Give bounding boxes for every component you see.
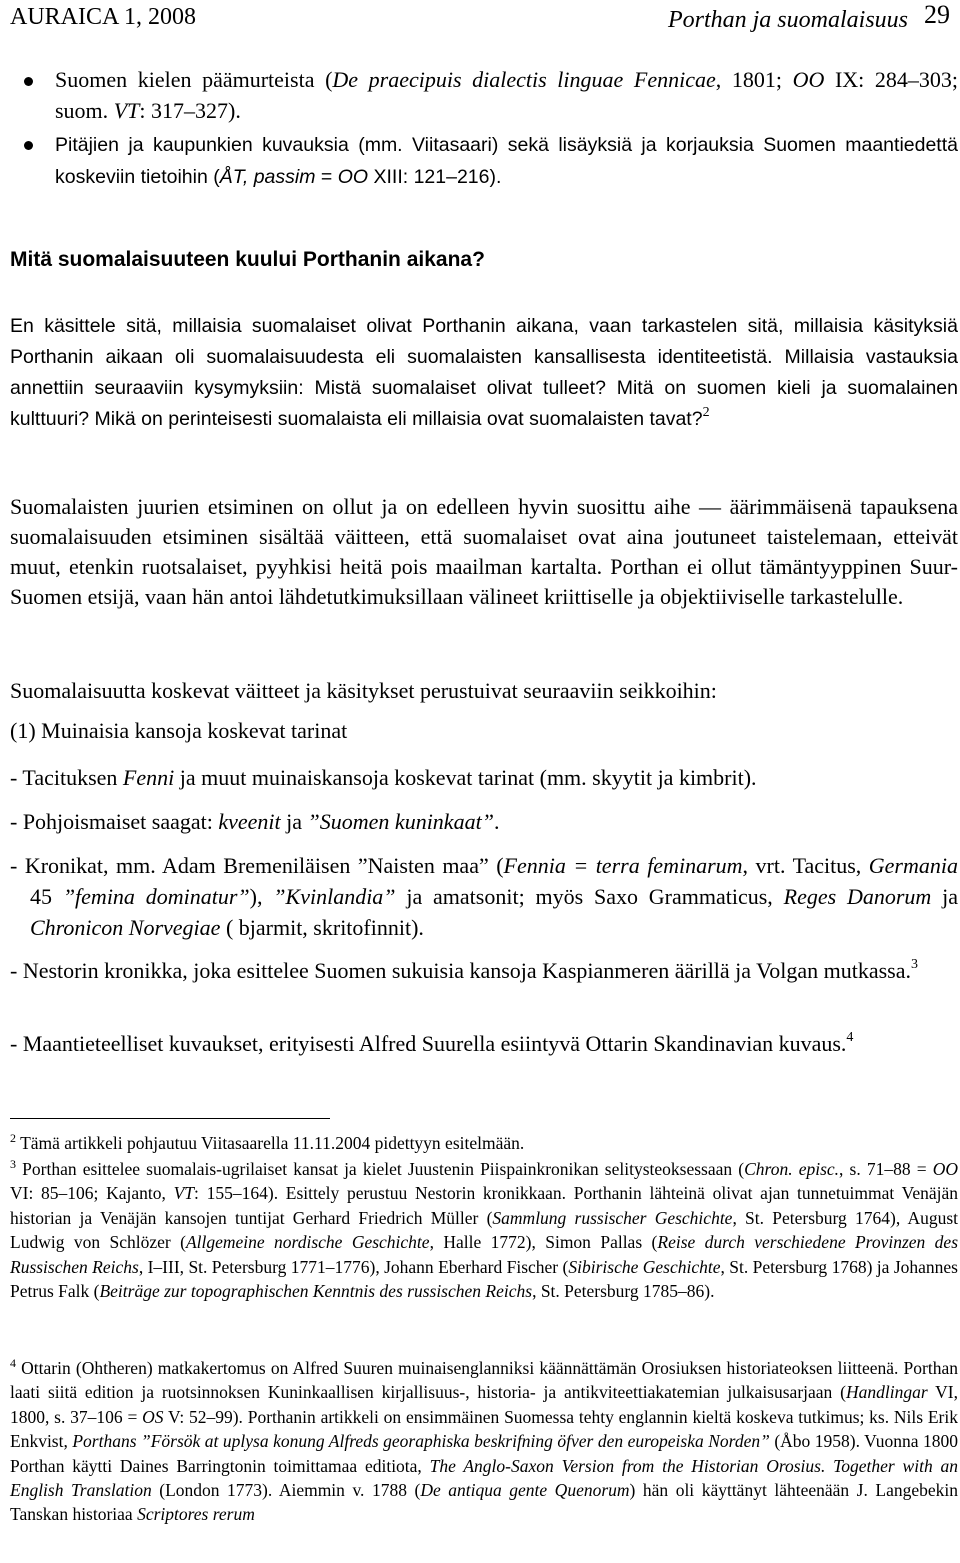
- section-heading: Mitä suomalaisuuteen kuului Porthanin aikana?: [10, 248, 485, 271]
- footnote-ref: 2: [702, 405, 710, 420]
- running-header: [10, 0, 950, 34]
- list-item-chronicles: - Kronikat, mm. Adam Bremeniläisen ”Naisten maa” (Fennia = terra feminarum, vrt. Tacitus, Germania 45 ”femina dominatur”), ”Kvinlandia” ja amatsonit; myös Saxo Grammaticus, Reges Danorum ja Chronicon Norvegiae ( bjarmit, skritofinnit).: [10, 853, 958, 940]
- list-item-tacitus: - Tacituksen Fenni ja muut muinaiskansoja koskevat tarinat (mm. skyytit ja kimbrit).: [10, 765, 757, 790]
- article-title: Porthan ja suomalaisuus: [667, 7, 908, 33]
- list-heading: (1) Muinaisia kansoja koskevat tarinat: [10, 718, 348, 743]
- page-number: 29: [924, 0, 950, 29]
- bullet-dot-icon: [24, 77, 33, 86]
- header-right: [667, 0, 950, 34]
- footnote-3: $^3$ Porthan esittelee suomalais-ugrilaiset kansat ja kielet Juustenin Piispainkronikan selitysteoksessaan (Chron. episc., s. 71–88 = OO VI: 85–106; Kajanto, VT: 155–164). Esittely perustuu Nestorin kronikkaan. Porthanin lähteinä olivat ajan tunnetuimmat Venäjän historian ja Venäjän kansojen tuntijat Gerhard Friedrich Müller (Sammlung russischer Geschichte, St. Petersburg 1764), August Ludwig von Schlözer (Allgemeine nordische Geschichte, Halle 1772), Simon Pallas (Reise durch verschiedene Provinzen des Russischen Reichs, I–III, St. Petersburg 1771–1776), Johann Eberhard Fischer (Sibirische Geschichte, St. Petersburg 1768) ja Johannes Petrus Falk (Beiträge zur topographischen Kenntnis des russischen Reichs, St. Petersburg 1785–86).: [10, 1157, 959, 1302]
- list-item-nestor: - Nestorin kronikka, joka esittelee Suomen sukuisia kansoja Kaspianmeren äärillä ja Volgan mutkassa.$^3$: [10, 957, 918, 983]
- list-intro: Suomalaisuutta koskevat väitteet ja käsitykset perustuivat seuraaviin seikkoihin:: [10, 678, 717, 703]
- list-item-geography: - Maantieteelliset kuvaukset, erityisesti Alfred Suurella esiintyvä Ottarin Skandinavian kuvaus.$^4$: [10, 1030, 854, 1056]
- footnote-ref: 4: [846, 1030, 854, 1045]
- paragraph-identity: [10, 310, 958, 434]
- bullet-item-dialects: Suomen kielen päämurteista (De praecipuis dialectis linguae Fennicae, 1801; OO IX: 284–303; suom. VT: 317–327).: [10, 64, 958, 126]
- bullet-dot-icon: [24, 141, 33, 150]
- paragraph-roots: Suomalaisten juurien etsiminen on ollut ja on edelleen hyvin suosittu aihe — äärimmäisenä tapauksena suomalaisuuden etsiminen sisältää väitteen, että suomalaiset ovat aina joutuneet taistelemaan, etteivät muut, etenkin ruotsalaiset, pyyhkisi heitä pois maailman kartalta. Porthan ei ollut tämäntyyppinen Suur-Suomen etsijä, vaan hän antoi lähdetutkimuksillaan välineet kriittiselle ja objektiiviselle tarkastelulle.: [10, 494, 958, 609]
- footnote-separator: [10, 1118, 330, 1119]
- bullet-item-parishes: Pitäjien ja kaupunkien kuvauksia (mm. Viitasaari) sekä lisäyksiä ja korjauksia Suomen maantiedettä koskeviin tietoihin (ÅT, passim = OO XIII: 121–216).: [10, 128, 958, 192]
- journal-name: AURAICA 1, 2008: [10, 4, 197, 30]
- footnote-2: $^2$ Tämä artikkeli pohjautuu Viitasaarella 11.11.2004 pidettyyn esitelmään.: [10, 1131, 525, 1153]
- list-item-sagas: - Pohjoismaiset saagat: kveenit ja ”Suomen kuninkaat”.: [10, 809, 500, 834]
- footnote-ref: 3: [910, 957, 918, 972]
- footnote-4: $^4$ Ottarin (Ohtheren) matkakertomus on Alfred Suuren muinaisenglanniksi käännättämän Orosiuksen historiateoksen liitteenä. Porthan laati siitä edition ja ruotsinnoksen Kuninkaallisen kirjallisuus-, historia- ja antikviteettiakatemian julkaisusarjaan (Handlingar VI, 1800, s. 37–106 = OS V: 52–99). Porthanin artikkeli on ensimmäinen Suomessa tehty englannin kieltä koskeva tutkimus; ks. Nils Erik Enkvist, Porthans ”Försök at uplysa konung Alfreds georaphiska beskrifning öfver den europeiska Norden” (Åbo 1958). Vuonna 1800 Porthan käytti Daines Barringtonin toimittamaa editiota, The Anglo-Saxon Version from the Historian Orosius. Together with an English Translation (London 1773). Aiemmin v. 1788 (De antiqua gente Quenorum) hän oli käyttänyt lähteenään J. Langebekin Tanskan historiaa Scriptores rerum: [10, 1356, 959, 1525]
- paragraph-text: En käsittele sitä, millaisia suomalaiset olivat Porthanin aikana, vaan tarkastelen sitä, millaisia käsityksiä Porthanin aikaan oli suomalaisuudesta eli suomalaisten kansallisesta identiteetistä. Millaisia vastauksia annettiin seuraaviin kysymyksiin: Mistä suomalaiset olivat tulleet? Mitä on suomen kieli ja suomalainen kulttuuri? Mikä on perinteisesti suomalaista eli millaisia ovat suomalaisten tavat?: [10, 315, 958, 430]
- bullet-list: [10, 64, 958, 194]
